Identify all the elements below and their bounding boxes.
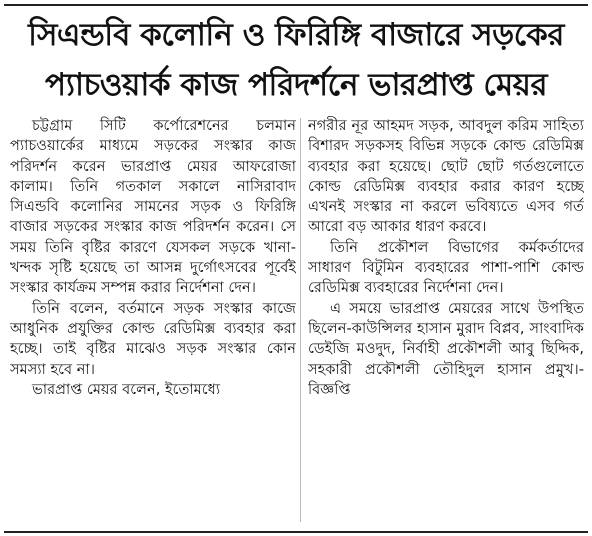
bottom-border-rule xyxy=(4,531,588,533)
headline-line-1: সিএন্ডবি কলোনি ও ফিরিঙ্গি বাজারে সড়কের xyxy=(28,17,564,53)
right-paragraph-2: তিনি প্রকৌশল বিভাগের কর্মকর্তাদের সাধারণ বিটুমিন ব্যবহারের পাশা-পাশি কোল্ড রেডিমিক্স ব্যবহারের নির্দেশনা দেন। xyxy=(308,238,584,297)
left-paragraph-1: চট্টগ্রাম সিটি কর্পোরেশনের চলমান প্যাচওয়ার্কের মাধ্যমে সড়কের সংস্কার কাজ পরিদর্শন করেন ভারপ্রাপ্ত মেয়র আফরোজা কালাম। তিনি গতকাল সকালে নাসিরাবাদ সিএন্ডবি কলোনির সামনের সড়ক ও ফিরিঙ্গি বাজার সড়কের সংস্কার কাজ পরিদর্শন করেন। সে সময় তিনি বৃষ্টির কারণে যেসকল সড়কে খানা-খন্দক সৃষ্টি হয়েছে তা আসন্ন দুর্গোৎসবের পূর্বেই সংস্কার কার্যক্রম সম্পন্ন করার নির্দেশনা দেন। xyxy=(10,117,296,297)
headline xyxy=(8,10,584,110)
article-column-left xyxy=(10,116,296,524)
top-border-rule xyxy=(4,4,588,6)
left-paragraph-3: ভারপ্রাপ্ত মেয়র বলেন, ইতোমধ্যে xyxy=(32,380,221,398)
left-paragraph-2: তিনি বলেন, বর্তমানে সড়ক সংস্কার কাজে আধুনিক প্রযুক্তির কোল্ড রেডিমিক্স ব্যবহার করা হচ্ছে। তাই বৃষ্টির মাঝেও সড়ক সংস্কার কোন সমস্যা হবে না। xyxy=(10,299,296,378)
column-divider xyxy=(300,118,301,522)
right-paragraph-3: এ সময়ে ভারপ্রাপ্ত মেয়রের সাথে উপস্থিত ছিলেন-কাউন্সিলর হাসান মুরাদ বিপ্লব, সাংবাদিক ডেইজি মওদুদ, নির্বাহী প্রকৌশলী আবু ছিদ্দিক, সহকারী প্রকৌশলী তৌহিদুল হাসান প্রমুখ।-বিজ্ঞপ্তি xyxy=(308,299,584,398)
article-column-right xyxy=(308,116,584,524)
headline-line-2: প্যাচওয়ার্ক কাজ পরিদর্শনে ভারপ্রাপ্ত মেয়র xyxy=(45,67,547,103)
right-paragraph-1: নগরীর নূর আহমদ সড়ক, আবদুল করিম সাহিত্য বিশারদ সড়কসহ বিভিন্ন সড়কে কোল্ড রেডিমিক্স ব্যবহার করা হয়েছে। ছোট ছোট গর্তগুলোতে কোল্ড রেডিমিক্স ব্যবহার করার কারণ হচ্ছে এখনই সংস্কার না করলে ভবিষ্যতে এসব গর্ত আরো বড় আকার ধারণ করবে। xyxy=(308,117,584,236)
